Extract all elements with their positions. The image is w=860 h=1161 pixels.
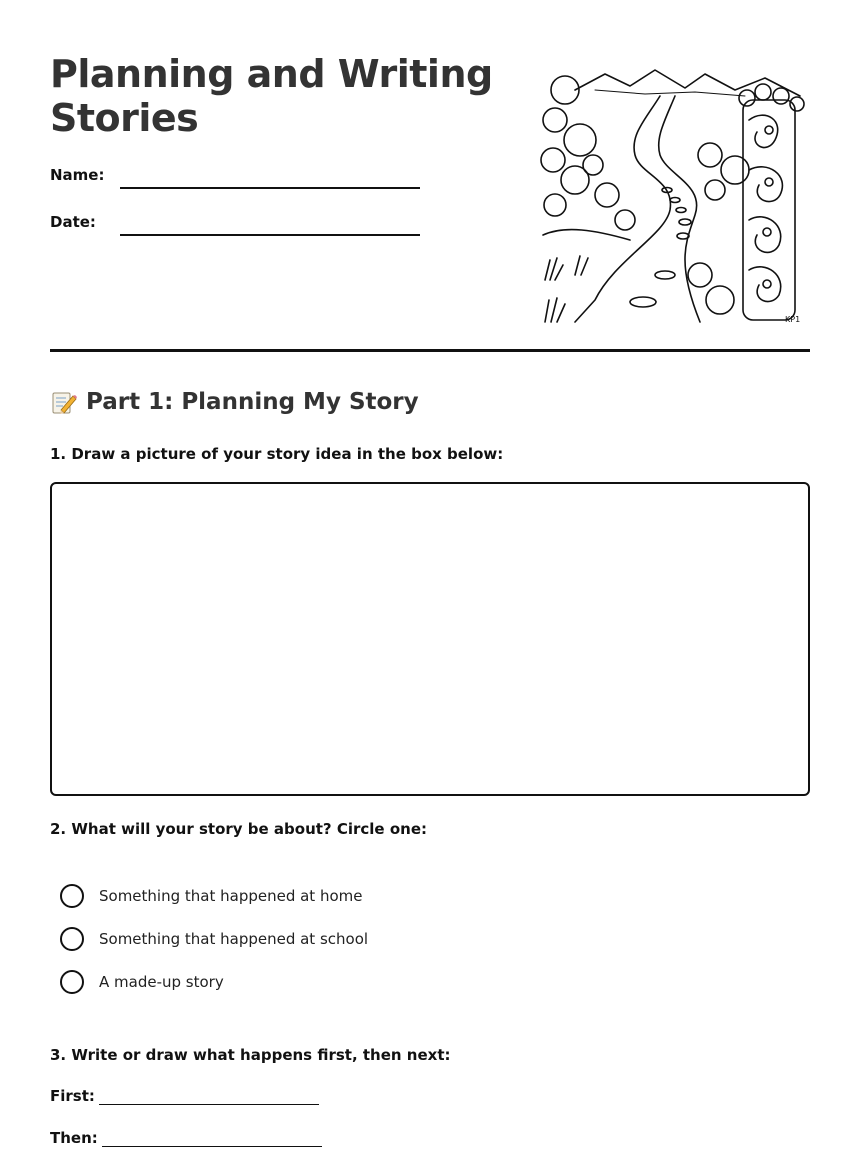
radio-circle[interactable] <box>60 884 84 908</box>
option-label: A made-up story <box>99 973 224 991</box>
pencil-memo-icon <box>50 388 78 416</box>
drawing-box[interactable] <box>50 482 810 796</box>
option-label: Something that happened at school <box>99 930 369 948</box>
option-made-up[interactable] <box>60 970 224 994</box>
question-3: 3. Write or draw what happens first, then next: <box>50 1046 451 1064</box>
question-1: 1. Draw a picture of your story idea in the box below: <box>50 445 504 463</box>
radio-circle[interactable] <box>60 927 84 951</box>
section-heading-text: Part 1: Planning My Story <box>86 389 419 415</box>
illustration-signature: KP1 <box>785 315 801 324</box>
landscape-illustration <box>535 60 810 330</box>
date-field[interactable] <box>120 234 420 236</box>
section-divider <box>50 349 810 352</box>
option-label: Something that happened at home <box>99 887 363 905</box>
question-2: 2. What will your story be about? Circle one: <box>50 820 427 838</box>
name-label: Name: <box>50 166 105 184</box>
option-school[interactable] <box>60 927 368 951</box>
then-label: Then: <box>50 1129 98 1147</box>
page-title: Planning and Writing Stories <box>50 52 493 140</box>
name-field[interactable] <box>120 187 420 189</box>
date-label: Date: <box>50 213 96 231</box>
then-row <box>50 1129 322 1147</box>
first-label: First: <box>50 1087 95 1105</box>
option-home[interactable] <box>60 884 362 908</box>
radio-circle[interactable] <box>60 970 84 994</box>
then-answer-line[interactable] <box>102 1131 322 1147</box>
first-answer-line[interactable] <box>99 1089 319 1105</box>
section-heading <box>50 388 419 416</box>
first-row <box>50 1087 319 1105</box>
